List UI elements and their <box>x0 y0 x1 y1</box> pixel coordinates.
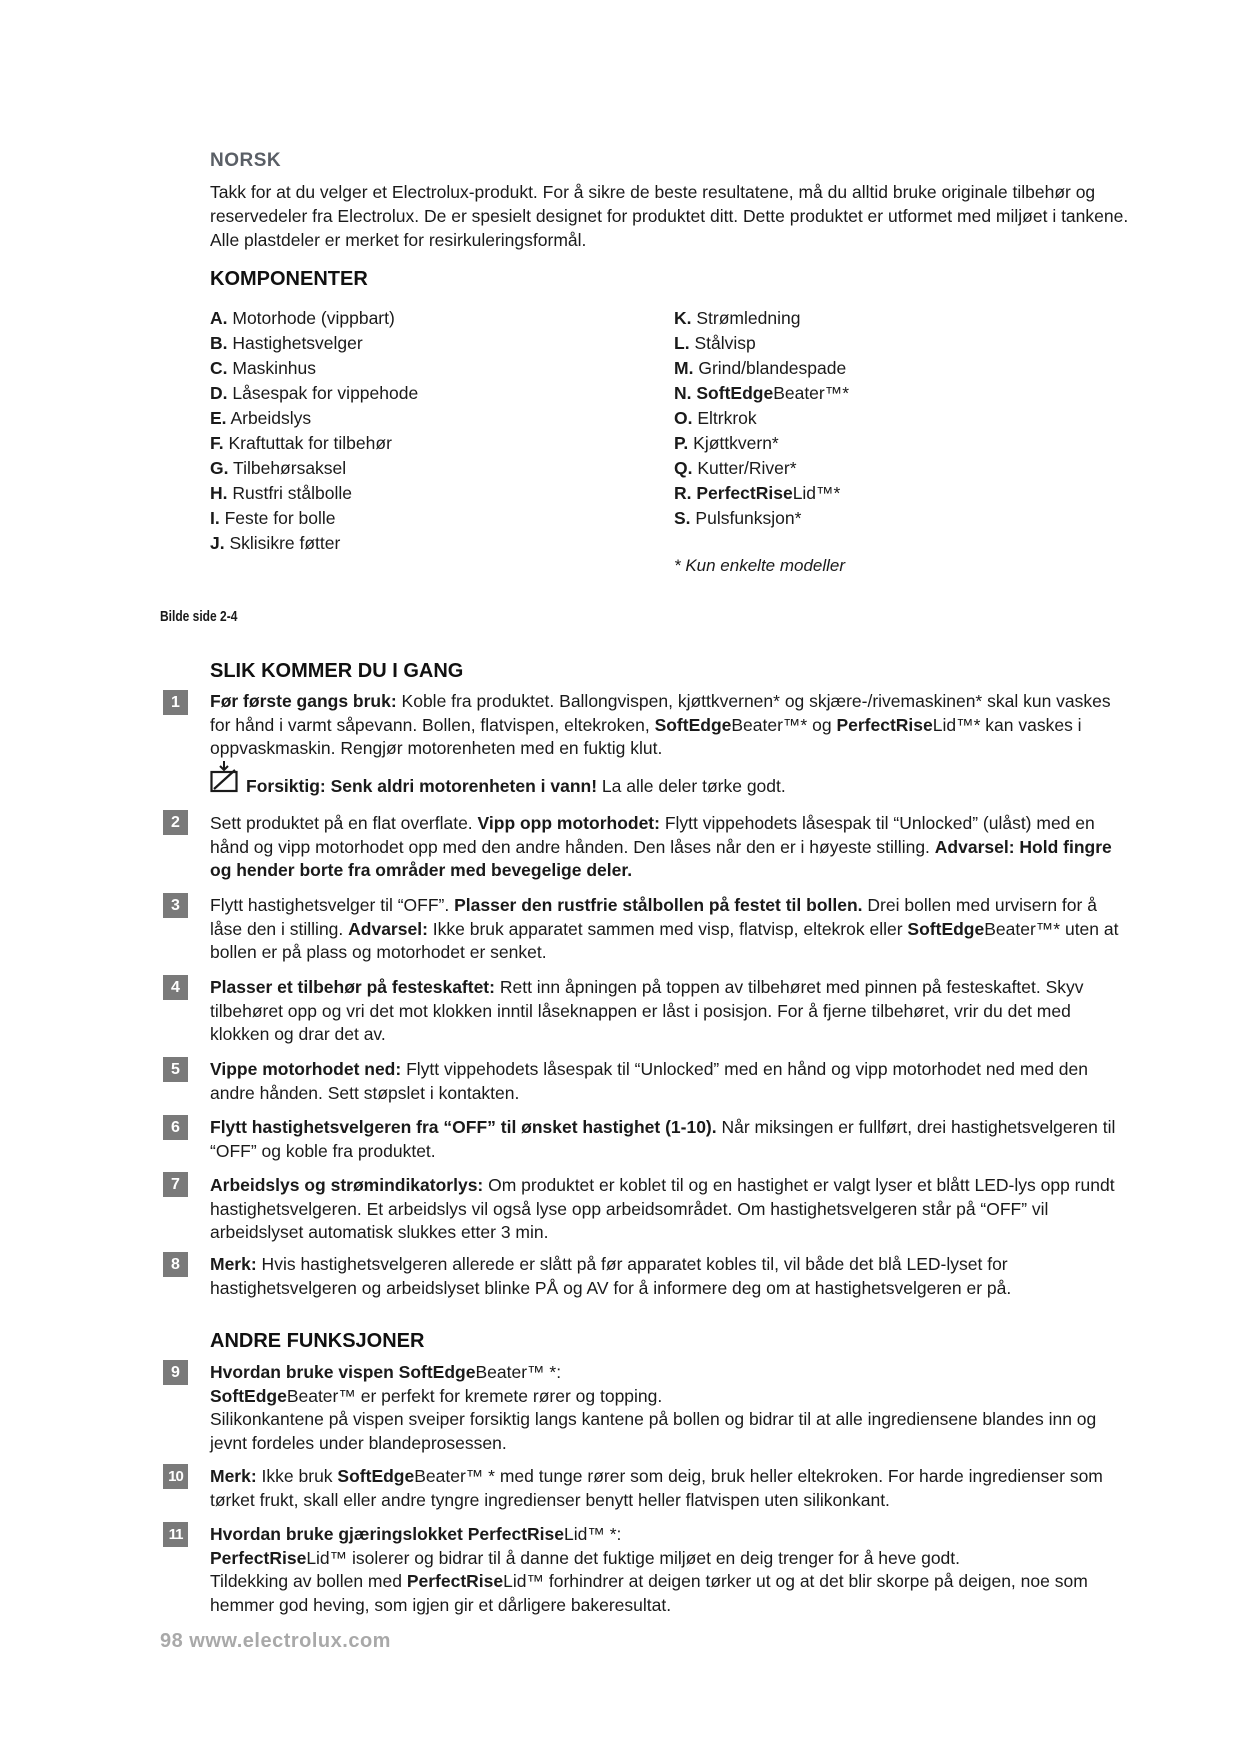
list-item: H. Rustfri stålbolle <box>210 483 353 503</box>
list-item: M. Grind/blandespade <box>674 358 847 378</box>
list-item: E. Arbeidslys <box>210 408 312 428</box>
components-list-right <box>674 306 849 531</box>
list-item: C. Maskinhus <box>210 358 317 378</box>
list-item: S. Pulsfunksjon* <box>674 508 802 528</box>
step-number-badge: 3 <box>163 893 188 918</box>
list-item: J. Sklisikre føtter <box>210 533 341 553</box>
intro-paragraph: Takk for at du velger et Electrolux-produkt. For å sikre de beste resultatene, må du alltid bruke originale tilbehør og reservedeler fra Electrolux. De er spesielt designet for produktet ditt. Dette produktet er utformet med miljøet i tankene. Alle plastdeler er merket for resirkuleringsformål. <box>210 182 1129 250</box>
list-item: L. Stålvisp <box>674 333 756 353</box>
no-water-immersion-icon <box>210 760 240 794</box>
step-number-badge: 10 <box>163 1464 188 1489</box>
step-text: Vippe motorhodet ned: Flytt vippehodets låsespak til “Unlocked” med en hånd og vipp motorhodet ned med den andre hånden. Sett støpslet i kontakten. <box>210 1059 1088 1103</box>
list-item: D. Låsespak for vippehode <box>210 383 419 403</box>
page-footer: 98 www.electrolux.com <box>160 1630 391 1652</box>
list-item: F. Kraftuttak for tilbehør <box>210 433 392 453</box>
step-text: Sett produktet på en flat overflate. Vipp opp motorhodet: Flytt vippehodets låsespak til “Unlocked” (ulåst) med en hånd og vipp motorhodet opp med den andre hånden. Den låses når den er i høyeste stilling. Advarsel: Hold fingre og hender borte fra områder med bevegelige deler. <box>210 813 1112 880</box>
components-heading: KOMPONENTER <box>210 268 368 290</box>
list-item: R. PerfectRiseLid™* <box>674 483 841 503</box>
getting-started-heading: SLIK KOMMER DU I GANG <box>210 660 464 682</box>
other-functions-heading: ANDRE FUNKSJONER <box>210 1330 425 1352</box>
step-text: Plasser et tilbehør på festeskaftet: Rett inn åpningen på toppen av tilbehøret med pinnen på festeskaftet. Skyv tilbehøret opp og vri det mot klokken inntil låseknappen er låst i posisjon. For å fjerne tilbehøret, vrir du det med klokken og drar det av. <box>210 977 1084 1044</box>
step-number-badge: 1 <box>163 690 188 715</box>
list-item: B. Hastighetsvelger <box>210 333 363 353</box>
step-text: Arbeidslys og strømindikatorlys: Om produktet er koblet til og en hastighet er valgt lyser et blått LED-lys opp rundt hastighetsvelgeren. Et arbeidslys vil også lyse opp arbeidsområdet. Om hastighetsvelgeren står på “OFF” vil arbeidslyset automatisk slukkes etter 3 min. <box>210 1175 1115 1242</box>
models-footnote: * Kun enkelte modeller <box>674 556 846 575</box>
step-text: Merk: Ikke bruk SoftEdgeBeater™ * med tunge rører som deig, bruk heller eltekroken. For harde ingredienser som tørket frukt, skall eller andre tyngre ingredienser benytt heller flatvispen uten silikonkant. <box>210 1466 1103 1510</box>
list-item: A. Motorhode (vippbart) <box>210 308 395 328</box>
step-number-badge: 6 <box>163 1115 188 1140</box>
caution-note: Forsiktig: Senk aldri motorenheten i vann! La alle deler tørke godt. <box>246 776 786 796</box>
step-number-badge: 2 <box>163 810 188 835</box>
figure-reference: Bilde side 2-4 <box>160 608 238 625</box>
list-item: O. Eltrkrok <box>674 408 757 428</box>
step-text: Hvordan bruke gjæringslokket PerfectRiseLid™ *: PerfectRiseLid™ isolerer og bidrar til å danne det fuktige miljøet en deig trenger for å heve godt. Tildekking av bollen med PerfectRiseLid™ forhindrer at deigen tørker ut og at det blir skorpe på deigen, noe som hemmer god heving, som igjen gir et dårligere bakeresultat. <box>210 1524 1088 1615</box>
step-text: Merk: Hvis hastighetsvelgeren allerede er slått på før apparatet kobles til, vil både det blå LED-lyset for hastighetsvelgeren og arbeidslyset blinke PÅ og AV for å informere deg om at hastighetsvelgeren er på. <box>210 1254 1012 1298</box>
list-item: G. Tilbehørsaksel <box>210 458 347 478</box>
list-item: N. SoftEdgeBeater™* <box>674 383 850 403</box>
step-number-badge: 5 <box>163 1057 188 1082</box>
language-heading: NORSK <box>210 150 282 171</box>
list-item: Q. Kutter/River* <box>674 458 797 478</box>
list-item: I. Feste for bolle <box>210 508 336 528</box>
step-number-badge: 11 <box>163 1522 188 1547</box>
list-item: P. Kjøttkvern* <box>674 433 779 453</box>
step-number-badge: 8 <box>163 1252 188 1277</box>
components-list-left <box>210 306 418 556</box>
step-text: Hvordan bruke vispen SoftEdgeBeater™ *: SoftEdgeBeater™ er perfekt for kremete rører og topping. Silikonkantene på vispen sveiper forsiktig langs kantene på bollen og bidrar til at alle ingrediensene blandes inn og jevnt fordeles under blandeprosessen. <box>210 1362 1097 1453</box>
step-number-badge: 4 <box>163 975 188 1000</box>
step-text: Flytt hastighetsvelger til “OFF”. Plasser den rustfrie stålbollen på festet til bollen. Drei bollen med urvisern for å låse den i stilling. Advarsel: Ikke bruk apparatet sammen med visp, flatvisp, eltekrok eller SoftEdgeBeater™* uten at bollen er på plass og motorhodet er senket. <box>210 895 1119 962</box>
list-item: K. Strømledning <box>674 308 801 328</box>
step-text: Før første gangs bruk: Koble fra produktet. Ballongvispen, kjøttkvernen* og skjære-/rivemaskinen* skal kun vaskes for hånd i varmt såpevann. Bollen, flatvispen, eltekroken, SoftEdgeBeater™* og PerfectRiseLid™* kan vaskes i oppvaskmaskin. Rengjør motorenheten med en fuktig klut. <box>210 691 1111 758</box>
step-number-badge: 9 <box>163 1360 188 1385</box>
step-text: Flytt hastighetsvelgeren fra “OFF” til ønsket hastighet (1-10). Når miksingen er fullført, drei hastighetsvelgeren til “OFF” og koble fra produktet. <box>210 1117 1116 1161</box>
step-number-badge: 7 <box>163 1172 188 1197</box>
